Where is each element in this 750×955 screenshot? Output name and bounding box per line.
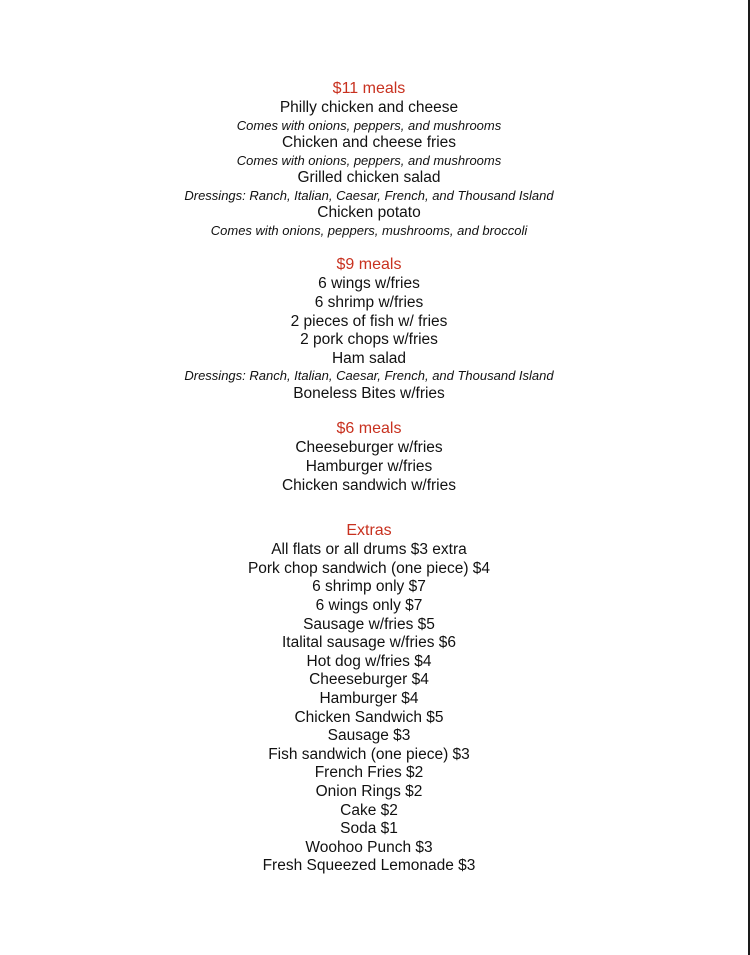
menu-item: Sausage w/fries $5 <box>303 615 435 633</box>
menu-item: Chicken and cheese fries <box>281 134 457 152</box>
menu-item: Grilled chicken salad <box>297 169 441 187</box>
section-title: Extras <box>346 522 392 540</box>
menu-item: 2 pork chops w/fries <box>300 331 438 349</box>
item-description: Dressings: Ranch, Italian, Caesar, French, and Thousand Island <box>184 368 554 384</box>
item-description: Comes with onions, peppers, and mushrooms <box>236 152 502 168</box>
menu-item: Pork chop sandwich (one piece) $4 <box>247 559 491 577</box>
menu-item: 6 shrimp w/fries <box>314 293 424 311</box>
menu-item: Onion Rings $2 <box>315 782 423 800</box>
menu-item: 6 shrimp only $7 <box>312 578 426 596</box>
item-description: Dressings: Ranch, Italian, Caesar, French, and Thousand Island <box>184 187 554 203</box>
menu-item: Chicken potato <box>317 204 421 222</box>
item-description: Comes with onions, peppers, and mushrooms <box>236 117 502 133</box>
section-6-meals <box>0 419 738 495</box>
menu-item: Ham salad <box>331 349 407 367</box>
item-description: Comes with onions, peppers, mushrooms, and broccoli <box>210 222 528 238</box>
menu-item: Philly chicken and cheese <box>279 99 459 116</box>
section-title: $6 meals <box>336 420 402 438</box>
menu-item: Hamburger $4 <box>319 689 419 707</box>
menu-item: Cheeseburger $4 <box>309 671 429 689</box>
menu-item: French Fries $2 <box>314 764 424 782</box>
menu-item: Cake $2 <box>340 801 398 819</box>
menu-item: Hamburger w/fries <box>305 458 433 476</box>
menu-item: Fish sandwich (one piece) $3 <box>268 745 470 763</box>
section-11-meals <box>0 79 738 239</box>
menu-item: Sausage $3 <box>327 727 411 745</box>
menu-item: Cheeseburger w/fries <box>295 439 443 457</box>
menu-item: 6 wings only $7 <box>315 597 423 614</box>
menu-item: 6 wings w/fries <box>318 275 420 293</box>
section-9-meals <box>0 255 738 403</box>
menu-item: Chicken Sandwich $5 <box>294 708 444 726</box>
menu-item: Soda $1 <box>340 820 398 838</box>
menu-item: Chicken sandwich w/fries <box>281 476 456 494</box>
section-title: $9 meals <box>336 256 402 274</box>
menu-document <box>0 79 738 876</box>
section-extras <box>0 521 738 876</box>
section-title: $11 meals <box>332 80 406 97</box>
menu-item: 2 pieces of fish w/ fries <box>290 312 448 330</box>
menu-item: Fresh Squeezed Lemonade $3 <box>262 857 476 875</box>
menu-item: All flats or all drums $3 extra <box>271 541 467 559</box>
menu-item: Woohoo Punch $3 <box>305 838 433 856</box>
menu-item: Boneless Bites w/fries <box>293 384 445 402</box>
menu-item: Italital sausage w/fries $6 <box>281 634 457 652</box>
menu-item: Hot dog w/fries $4 <box>306 652 432 670</box>
